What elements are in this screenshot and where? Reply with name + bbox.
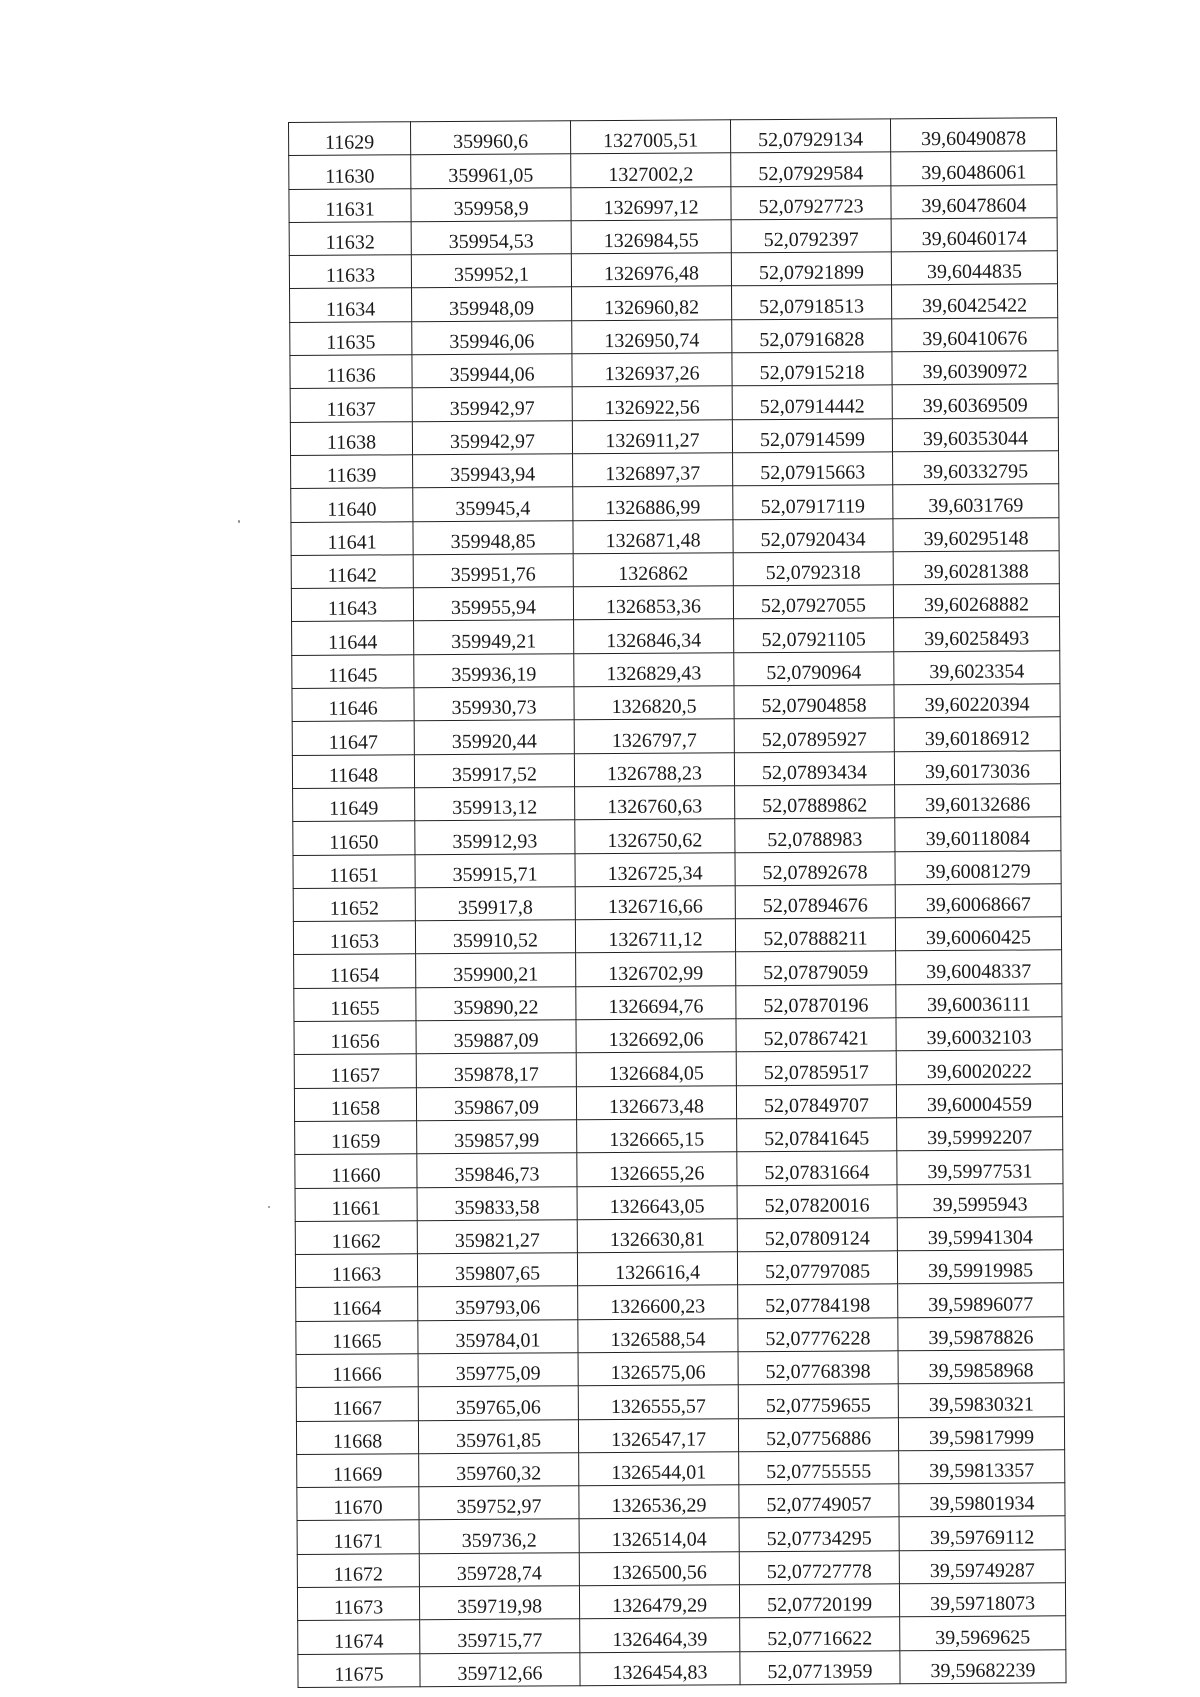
- latitude-cell: 52,07893434: [734, 751, 894, 785]
- longitude-cell: 39,59919985: [897, 1250, 1063, 1284]
- table-row: [296, 1383, 1064, 1421]
- latitude-cell: 52,07892678: [735, 851, 895, 885]
- latitude-cell: 52,07904858: [734, 685, 894, 719]
- latitude-cell: 52,07841645: [737, 1118, 897, 1152]
- latitude-cell: 52,07867421: [736, 1018, 896, 1052]
- latitude-cell: 52,07921899: [731, 252, 891, 286]
- scan-speck: [238, 520, 240, 523]
- longitude-cell: 39,60081279: [895, 850, 1061, 884]
- longitude-cell: 39,60004559: [896, 1083, 1062, 1117]
- table-row: [296, 1416, 1064, 1454]
- longitude-cell: 39,60173036: [894, 750, 1060, 784]
- x-coordinate-cell: 359948,85: [413, 520, 573, 554]
- x-coordinate-cell: 359807,65: [417, 1253, 577, 1287]
- point-number-cell: 11637: [290, 388, 412, 422]
- x-coordinate-cell: 359761,85: [418, 1419, 578, 1453]
- y-coordinate-cell: 1326616,4: [577, 1252, 737, 1286]
- point-number-cell: 11647: [292, 721, 414, 755]
- point-number-cell: 11629: [289, 122, 411, 156]
- table-row: [297, 1550, 1065, 1588]
- longitude-cell: 39,60353044: [892, 417, 1058, 451]
- y-coordinate-cell: 1326514,04: [579, 1518, 739, 1552]
- table-row: [290, 284, 1058, 322]
- x-coordinate-cell: 359917,52: [414, 753, 574, 787]
- longitude-cell: 39,59830321: [898, 1383, 1064, 1417]
- table-row: [289, 151, 1057, 189]
- latitude-cell: 52,07915218: [732, 352, 892, 386]
- table-row: [290, 351, 1058, 389]
- x-coordinate-cell: 359887,09: [416, 1020, 576, 1054]
- x-coordinate-cell: 359952,1: [411, 254, 571, 288]
- x-coordinate-cell: 359857,99: [417, 1120, 577, 1154]
- table-row: [295, 1217, 1063, 1255]
- point-number-cell: 11656: [294, 1021, 416, 1055]
- point-number-cell: 11650: [293, 821, 415, 855]
- x-coordinate-cell: 359955,94: [413, 587, 573, 621]
- longitude-cell: 39,60295148: [893, 517, 1059, 551]
- x-coordinate-cell: 359958,9: [411, 187, 571, 221]
- point-number-cell: 11651: [293, 854, 415, 888]
- point-number-cell: 11671: [297, 1520, 419, 1554]
- y-coordinate-cell: 1326630,81: [577, 1219, 737, 1253]
- y-coordinate-cell: 1326500,56: [579, 1552, 739, 1586]
- y-coordinate-cell: 1326588,54: [578, 1318, 738, 1352]
- y-coordinate-cell: 1326711,12: [575, 919, 735, 953]
- y-coordinate-cell: 1326536,29: [579, 1485, 739, 1519]
- x-coordinate-cell: 359752,97: [419, 1486, 579, 1520]
- latitude-cell: 52,07879059: [736, 951, 896, 985]
- y-coordinate-cell: 1326725,34: [575, 852, 735, 886]
- table-row: [290, 417, 1058, 455]
- point-number-cell: 11639: [291, 455, 413, 489]
- point-number-cell: 11640: [291, 488, 413, 522]
- latitude-cell: 52,07920434: [733, 518, 893, 552]
- point-number-cell: 11657: [294, 1054, 416, 1088]
- longitude-cell: 39,59878826: [898, 1316, 1064, 1350]
- latitude-cell: 52,07784198: [738, 1284, 898, 1318]
- longitude-cell: 39,60490878: [890, 118, 1056, 152]
- longitude-cell: 39,59718073: [899, 1583, 1065, 1617]
- table-row: [291, 584, 1059, 622]
- longitude-cell: 39,60332795: [893, 451, 1059, 485]
- coordinates-table: [288, 117, 1067, 1688]
- longitude-cell: 39,60132686: [895, 784, 1061, 818]
- x-coordinate-cell: 359917,8: [415, 887, 575, 921]
- latitude-cell: 52,07849707: [736, 1084, 896, 1118]
- longitude-cell: 39,60068667: [895, 884, 1061, 918]
- point-number-cell: 11667: [296, 1387, 418, 1421]
- x-coordinate-cell: 359878,17: [416, 1053, 576, 1087]
- longitude-cell: 39,60281388: [893, 551, 1059, 585]
- x-coordinate-cell: 359910,52: [415, 920, 575, 954]
- table-row: [290, 384, 1058, 422]
- y-coordinate-cell: 1326544,01: [579, 1452, 739, 1486]
- point-number-cell: 11634: [290, 288, 412, 322]
- latitude-cell: 52,07888211: [735, 918, 895, 952]
- point-number-cell: 11662: [295, 1221, 417, 1255]
- point-number-cell: 11631: [289, 188, 411, 222]
- table-row: [293, 917, 1061, 955]
- longitude-cell: 39,59813357: [899, 1450, 1065, 1484]
- longitude-cell: 39,60478604: [891, 184, 1057, 218]
- y-coordinate-cell: 1326862: [573, 553, 733, 587]
- y-coordinate-cell: 1326555,57: [578, 1385, 738, 1419]
- y-coordinate-cell: 1326911,27: [572, 419, 732, 453]
- table-row: [292, 750, 1060, 788]
- x-coordinate-cell: 359719,98: [419, 1586, 579, 1620]
- y-coordinate-cell: 1326829,43: [574, 653, 734, 687]
- x-coordinate-cell: 359948,09: [412, 287, 572, 321]
- point-number-cell: 11653: [293, 921, 415, 955]
- latitude-cell: 52,07918513: [732, 285, 892, 319]
- table-row: [289, 184, 1057, 222]
- point-number-cell: 11669: [297, 1454, 419, 1488]
- x-coordinate-cell: 359944,06: [412, 354, 572, 388]
- y-coordinate-cell: 1326454,83: [580, 1651, 740, 1685]
- y-coordinate-cell: 1327005,51: [570, 120, 730, 154]
- latitude-cell: 52,07820016: [737, 1184, 897, 1218]
- y-coordinate-cell: 1326684,05: [576, 1052, 736, 1086]
- latitude-cell: 52,07917119: [733, 485, 893, 519]
- point-number-cell: 11668: [296, 1420, 418, 1454]
- point-number-cell: 11645: [292, 654, 414, 688]
- y-coordinate-cell: 1326716,66: [575, 886, 735, 920]
- table-row: [291, 551, 1059, 589]
- point-number-cell: 11643: [291, 588, 413, 622]
- point-number-cell: 11663: [295, 1254, 417, 1288]
- longitude-cell: 39,60118084: [895, 817, 1061, 851]
- latitude-cell: 52,07914599: [732, 418, 892, 452]
- point-number-cell: 11646: [292, 688, 414, 722]
- y-coordinate-cell: 1326760,63: [575, 786, 735, 820]
- longitude-cell: 39,59858968: [898, 1350, 1064, 1384]
- table-row: [292, 651, 1060, 689]
- table-row: [294, 1050, 1062, 1088]
- point-number-cell: 11673: [297, 1587, 419, 1621]
- latitude-cell: 52,07895927: [734, 718, 894, 752]
- table-row: [294, 1083, 1062, 1121]
- longitude-cell: 39,6031769: [893, 484, 1059, 518]
- point-number-cell: 11672: [297, 1553, 419, 1587]
- x-coordinate-cell: 359760,32: [419, 1453, 579, 1487]
- y-coordinate-cell: 1326797,7: [574, 719, 734, 753]
- latitude-cell: 52,0788983: [735, 818, 895, 852]
- y-coordinate-cell: 1326897,37: [573, 453, 733, 487]
- y-coordinate-cell: 1326479,29: [579, 1585, 739, 1619]
- table-row: [293, 817, 1061, 855]
- longitude-cell: 39,59992207: [897, 1117, 1063, 1151]
- x-coordinate-cell: 359945,4: [413, 487, 573, 521]
- point-number-cell: 11635: [290, 322, 412, 356]
- latitude-cell: 52,07776228: [738, 1317, 898, 1351]
- point-number-cell: 11636: [290, 355, 412, 389]
- table-row: [294, 984, 1062, 1022]
- x-coordinate-cell: 359960,6: [411, 121, 571, 155]
- point-number-cell: 11649: [293, 788, 415, 822]
- point-number-cell: 11641: [291, 521, 413, 555]
- y-coordinate-cell: 1326820,5: [574, 686, 734, 720]
- latitude-cell: 52,07916828: [732, 319, 892, 353]
- longitude-cell: 39,5969625: [900, 1616, 1066, 1650]
- table-row: [298, 1616, 1066, 1654]
- latitude-cell: 52,07927723: [731, 185, 891, 219]
- x-coordinate-cell: 359890,22: [416, 986, 576, 1020]
- y-coordinate-cell: 1326750,62: [575, 819, 735, 853]
- point-number-cell: 11630: [289, 155, 411, 189]
- latitude-cell: 52,07809124: [737, 1218, 897, 1252]
- latitude-cell: 52,07749057: [739, 1484, 899, 1518]
- table-row: [292, 717, 1060, 755]
- x-coordinate-cell: 359913,12: [415, 787, 575, 821]
- x-coordinate-cell: 359765,06: [418, 1386, 578, 1420]
- point-number-cell: 11675: [298, 1653, 420, 1687]
- scan-speck: [268, 1206, 270, 1208]
- longitude-cell: 39,60258493: [894, 617, 1060, 651]
- y-coordinate-cell: 1326643,05: [577, 1185, 737, 1219]
- table-row: [289, 251, 1057, 289]
- table-row: [294, 1017, 1062, 1055]
- x-coordinate-cell: 359954,53: [411, 221, 571, 255]
- table-row: [289, 118, 1057, 156]
- table-row: [298, 1649, 1066, 1687]
- y-coordinate-cell: 1326846,34: [574, 619, 734, 653]
- y-coordinate-cell: 1326788,23: [574, 752, 734, 786]
- point-number-cell: 11655: [294, 987, 416, 1021]
- longitude-cell: 39,59682239: [900, 1649, 1066, 1683]
- table-row: [297, 1583, 1065, 1621]
- y-coordinate-cell: 1326960,82: [572, 286, 732, 320]
- y-coordinate-cell: 1327002,2: [571, 153, 731, 187]
- y-coordinate-cell: 1326950,74: [572, 320, 732, 354]
- point-number-cell: 11642: [291, 555, 413, 589]
- y-coordinate-cell: 1326853,36: [573, 586, 733, 620]
- longitude-cell: 39,59749287: [899, 1550, 1065, 1584]
- x-coordinate-cell: 359949,21: [414, 620, 574, 654]
- table-row: [289, 218, 1057, 256]
- x-coordinate-cell: 359930,73: [414, 687, 574, 721]
- latitude-cell: 52,07797085: [737, 1251, 897, 1285]
- latitude-cell: 52,07929584: [731, 152, 891, 186]
- y-coordinate-cell: 1326673,48: [576, 1085, 736, 1119]
- y-coordinate-cell: 1326984,55: [571, 220, 731, 254]
- x-coordinate-cell: 359942,97: [412, 420, 572, 454]
- x-coordinate-cell: 359728,74: [419, 1553, 579, 1587]
- latitude-cell: 52,07759655: [738, 1384, 898, 1418]
- table-row: [291, 517, 1059, 555]
- table-row: [291, 451, 1059, 489]
- coordinates-table-body: [289, 118, 1067, 1688]
- table-row: [297, 1516, 1065, 1554]
- table-row: [295, 1250, 1063, 1288]
- table-row: [292, 617, 1060, 655]
- table-row: [295, 1183, 1063, 1221]
- point-number-cell: 11659: [295, 1121, 417, 1155]
- latitude-cell: 52,07734295: [739, 1517, 899, 1551]
- longitude-cell: 39,60020222: [896, 1050, 1062, 1084]
- point-number-cell: 11660: [295, 1154, 417, 1188]
- y-coordinate-cell: 1326600,23: [578, 1285, 738, 1319]
- table-row: [293, 784, 1061, 822]
- y-coordinate-cell: 1326886,99: [573, 486, 733, 520]
- point-number-cell: 11638: [290, 421, 412, 455]
- x-coordinate-cell: 359961,05: [411, 154, 571, 188]
- table-row: [296, 1350, 1064, 1388]
- longitude-cell: 39,59801934: [899, 1483, 1065, 1517]
- table-row: [296, 1283, 1064, 1321]
- x-coordinate-cell: 359942,97: [412, 387, 572, 421]
- longitude-cell: 39,6023354: [894, 651, 1060, 685]
- x-coordinate-cell: 359736,2: [419, 1519, 579, 1553]
- longitude-cell: 39,60268882: [893, 584, 1059, 618]
- latitude-cell: 52,07720199: [739, 1584, 899, 1618]
- longitude-cell: 39,60486061: [891, 151, 1057, 185]
- longitude-cell: 39,60186912: [894, 717, 1060, 751]
- x-coordinate-cell: 359943,94: [413, 454, 573, 488]
- table-row: [294, 950, 1062, 988]
- y-coordinate-cell: 1326702,99: [576, 952, 736, 986]
- latitude-cell: 52,07889862: [735, 785, 895, 819]
- longitude-cell: 39,59941304: [897, 1217, 1063, 1251]
- table-row: [293, 850, 1061, 888]
- table-row: [297, 1450, 1065, 1488]
- y-coordinate-cell: 1326547,17: [578, 1418, 738, 1452]
- latitude-cell: 52,07727778: [739, 1551, 899, 1585]
- x-coordinate-cell: 359900,21: [416, 953, 576, 987]
- x-coordinate-cell: 359912,93: [415, 820, 575, 854]
- y-coordinate-cell: 1326464,39: [580, 1618, 740, 1652]
- latitude-cell: 52,07859517: [736, 1051, 896, 1085]
- latitude-cell: 52,07831664: [737, 1151, 897, 1185]
- longitude-cell: 39,59769112: [899, 1516, 1065, 1550]
- longitude-cell: 39,60220394: [894, 684, 1060, 718]
- y-coordinate-cell: 1326922,56: [572, 386, 732, 420]
- latitude-cell: 52,07929134: [730, 119, 890, 153]
- y-coordinate-cell: 1326655,26: [577, 1152, 737, 1186]
- longitude-cell: 39,60410676: [892, 318, 1058, 352]
- latitude-cell: 52,07716622: [740, 1617, 900, 1651]
- point-number-cell: 11665: [296, 1320, 418, 1354]
- latitude-cell: 52,07756886: [738, 1417, 898, 1451]
- longitude-cell: 39,60048337: [896, 950, 1062, 984]
- y-coordinate-cell: 1326694,76: [576, 985, 736, 1019]
- point-number-cell: 11674: [298, 1620, 420, 1654]
- longitude-cell: 39,60390972: [892, 351, 1058, 385]
- table-row: [292, 684, 1060, 722]
- x-coordinate-cell: 359712,66: [420, 1652, 580, 1686]
- longitude-cell: 39,5995943: [897, 1183, 1063, 1217]
- longitude-cell: 39,59817999: [898, 1416, 1064, 1450]
- longitude-cell: 39,60036111: [896, 984, 1062, 1018]
- latitude-cell: 52,07870196: [736, 985, 896, 1019]
- longitude-cell: 39,59896077: [898, 1283, 1064, 1317]
- longitude-cell: 39,60425422: [892, 284, 1058, 318]
- table-row: [291, 484, 1059, 522]
- y-coordinate-cell: 1326976,48: [571, 253, 731, 287]
- table-row: [290, 318, 1058, 356]
- latitude-cell: 52,07755555: [739, 1451, 899, 1485]
- latitude-cell: 52,07894676: [735, 885, 895, 919]
- x-coordinate-cell: 359936,19: [414, 654, 574, 688]
- x-coordinate-cell: 359715,77: [420, 1619, 580, 1653]
- x-coordinate-cell: 359946,06: [412, 321, 572, 355]
- latitude-cell: 52,07927055: [733, 585, 893, 619]
- latitude-cell: 52,07915663: [733, 452, 893, 486]
- y-coordinate-cell: 1326692,06: [576, 1019, 736, 1053]
- point-number-cell: 11670: [297, 1487, 419, 1521]
- longitude-cell: 39,60460174: [891, 218, 1057, 252]
- table-row: [297, 1483, 1065, 1521]
- x-coordinate-cell: 359867,09: [416, 1086, 576, 1120]
- table-row: [293, 884, 1061, 922]
- latitude-cell: 52,07914442: [732, 385, 892, 419]
- point-number-cell: 11644: [292, 621, 414, 655]
- x-coordinate-cell: 359793,06: [418, 1286, 578, 1320]
- point-number-cell: 11654: [294, 954, 416, 988]
- y-coordinate-cell: 1326575,06: [578, 1352, 738, 1386]
- latitude-cell: 52,07713959: [740, 1650, 900, 1684]
- y-coordinate-cell: 1326665,15: [577, 1119, 737, 1153]
- point-number-cell: 11652: [293, 888, 415, 922]
- point-number-cell: 11661: [295, 1187, 417, 1221]
- x-coordinate-cell: 359821,27: [417, 1220, 577, 1254]
- table-row: [295, 1150, 1063, 1188]
- x-coordinate-cell: 359915,71: [415, 853, 575, 887]
- latitude-cell: 52,0792318: [733, 552, 893, 586]
- point-number-cell: 11648: [292, 754, 414, 788]
- x-coordinate-cell: 359775,09: [418, 1353, 578, 1387]
- y-coordinate-cell: 1326997,12: [571, 186, 731, 220]
- point-number-cell: 11666: [296, 1354, 418, 1388]
- x-coordinate-cell: 359951,76: [413, 554, 573, 588]
- point-number-cell: 11632: [289, 222, 411, 256]
- longitude-cell: 39,60369509: [892, 384, 1058, 418]
- latitude-cell: 52,07921105: [734, 618, 894, 652]
- x-coordinate-cell: 359833,58: [417, 1186, 577, 1220]
- table-row: [296, 1316, 1064, 1354]
- latitude-cell: 52,07768398: [738, 1351, 898, 1385]
- y-coordinate-cell: 1326871,48: [573, 519, 733, 553]
- longitude-cell: 39,60060425: [895, 917, 1061, 951]
- longitude-cell: 39,60032103: [896, 1017, 1062, 1051]
- y-coordinate-cell: 1326937,26: [572, 353, 732, 387]
- latitude-cell: 52,0790964: [734, 652, 894, 686]
- point-number-cell: 11658: [294, 1087, 416, 1121]
- longitude-cell: 39,6044835: [891, 251, 1057, 285]
- longitude-cell: 39,59977531: [897, 1150, 1063, 1184]
- point-number-cell: 11633: [289, 255, 411, 289]
- latitude-cell: 52,0792397: [731, 219, 891, 253]
- point-number-cell: 11664: [296, 1287, 418, 1321]
- x-coordinate-cell: 359920,44: [414, 720, 574, 754]
- x-coordinate-cell: 359846,73: [417, 1153, 577, 1187]
- table-row: [295, 1117, 1063, 1155]
- x-coordinate-cell: 359784,01: [418, 1319, 578, 1353]
